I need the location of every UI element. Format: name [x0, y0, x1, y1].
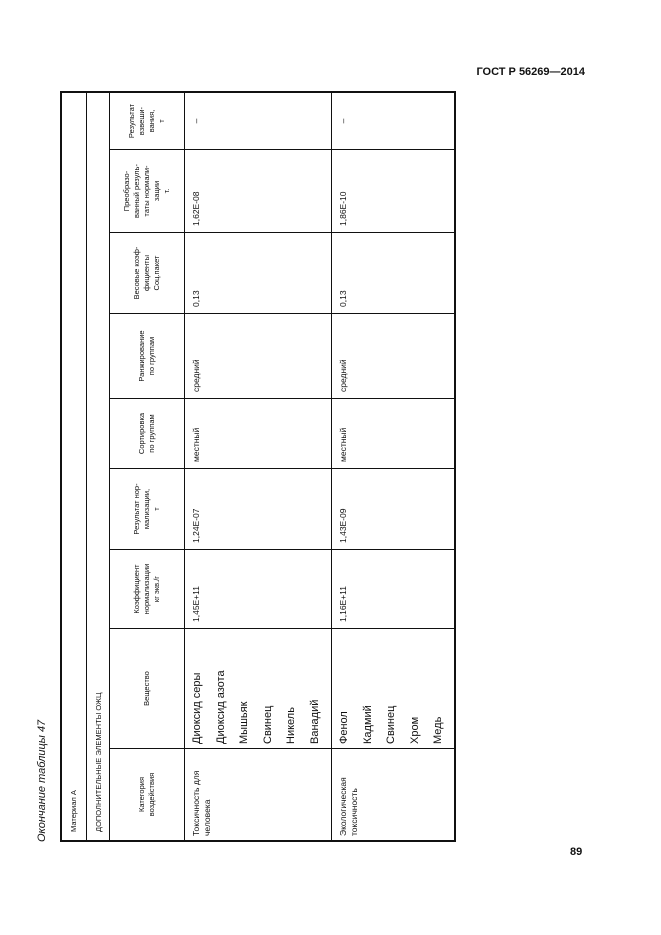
- substance-item: Свинец: [385, 705, 397, 744]
- column-header-coefficient: Коэффициент нормализации кг экв./г: [110, 549, 184, 628]
- section-label: ДОПОЛНИТЕЛЬНЫЕ ЭЛЕМЕНТЫ ОЖЦ: [94, 692, 103, 832]
- converted-result-cell: 1,86E-10: [332, 149, 454, 232]
- table-row: [332, 93, 454, 840]
- weight-cell: 0,13: [332, 232, 454, 313]
- substance-item: Свинец: [261, 705, 274, 744]
- substance-item: Диоксид серы: [191, 672, 203, 744]
- substance-item: Ванадий: [308, 699, 321, 744]
- column-header-normalization-result: Результат нор- мализации, т: [110, 468, 184, 549]
- weighted-result-value: –: [191, 118, 201, 124]
- substance-item: Хром: [408, 716, 421, 744]
- ranking-cell: средний: [185, 313, 331, 398]
- weight-cell: 0,13: [185, 232, 331, 313]
- weighted-result-cell: [185, 93, 331, 149]
- substance-item: Диоксид азота: [214, 670, 227, 744]
- table-row: [185, 93, 332, 840]
- data-table: [60, 91, 456, 842]
- category-cell: Токсичность для человека: [185, 748, 331, 840]
- weighted-result-value: –: [338, 118, 348, 124]
- rotated-table-block: [36, 91, 456, 842]
- category-cell: Экологическая токсичность: [332, 748, 454, 840]
- coefficient-cell: 1,16E+11: [332, 549, 454, 628]
- column-header-category: Категория воздействия: [110, 748, 184, 840]
- substance-list: [185, 628, 331, 748]
- substance-item: Кадмий: [361, 705, 374, 744]
- substance-item: Мышьяк: [238, 701, 250, 744]
- coefficient-cell: 1,45E+11: [185, 549, 331, 628]
- page-number: 89: [570, 846, 583, 858]
- substance-item: Никель: [285, 707, 297, 744]
- weighted-result-cell: [332, 93, 454, 149]
- column-header-weights: Весовые коэф- фициенты Соц.пакет: [110, 232, 184, 313]
- sorting-cell: местный: [332, 398, 454, 468]
- document-number: ГОСТ Р 56269—2014: [476, 66, 585, 78]
- normalization-result-cell: 1,43E-09: [332, 468, 454, 549]
- sorting-cell: местный: [185, 398, 331, 468]
- table-caption: Окончание таблицы 47: [36, 719, 48, 842]
- material-row: [62, 93, 87, 840]
- normalization-result-cell: 1,24E-07: [185, 468, 331, 549]
- section-row: [87, 93, 110, 840]
- column-header-ranking: Ранжирование по группам: [110, 313, 184, 398]
- table-header-row: [110, 93, 185, 840]
- ranking-cell: средний: [332, 313, 454, 398]
- column-header-converted-result: Преобразо- ванный резуль- таты нормали- зации т.: [110, 149, 184, 232]
- column-header-sorting: Сортировка по группам: [110, 398, 184, 468]
- converted-result-cell: 1,62E-08: [185, 149, 331, 232]
- substance-item: Медь: [432, 716, 444, 744]
- material-label: Материал А: [69, 790, 78, 832]
- column-header-substance: Вещество: [110, 628, 184, 748]
- column-header-weighted-result: Результат взвеши- вания, т: [127, 103, 166, 139]
- substance-list: [332, 628, 454, 748]
- substance-item: Фенол: [338, 711, 350, 744]
